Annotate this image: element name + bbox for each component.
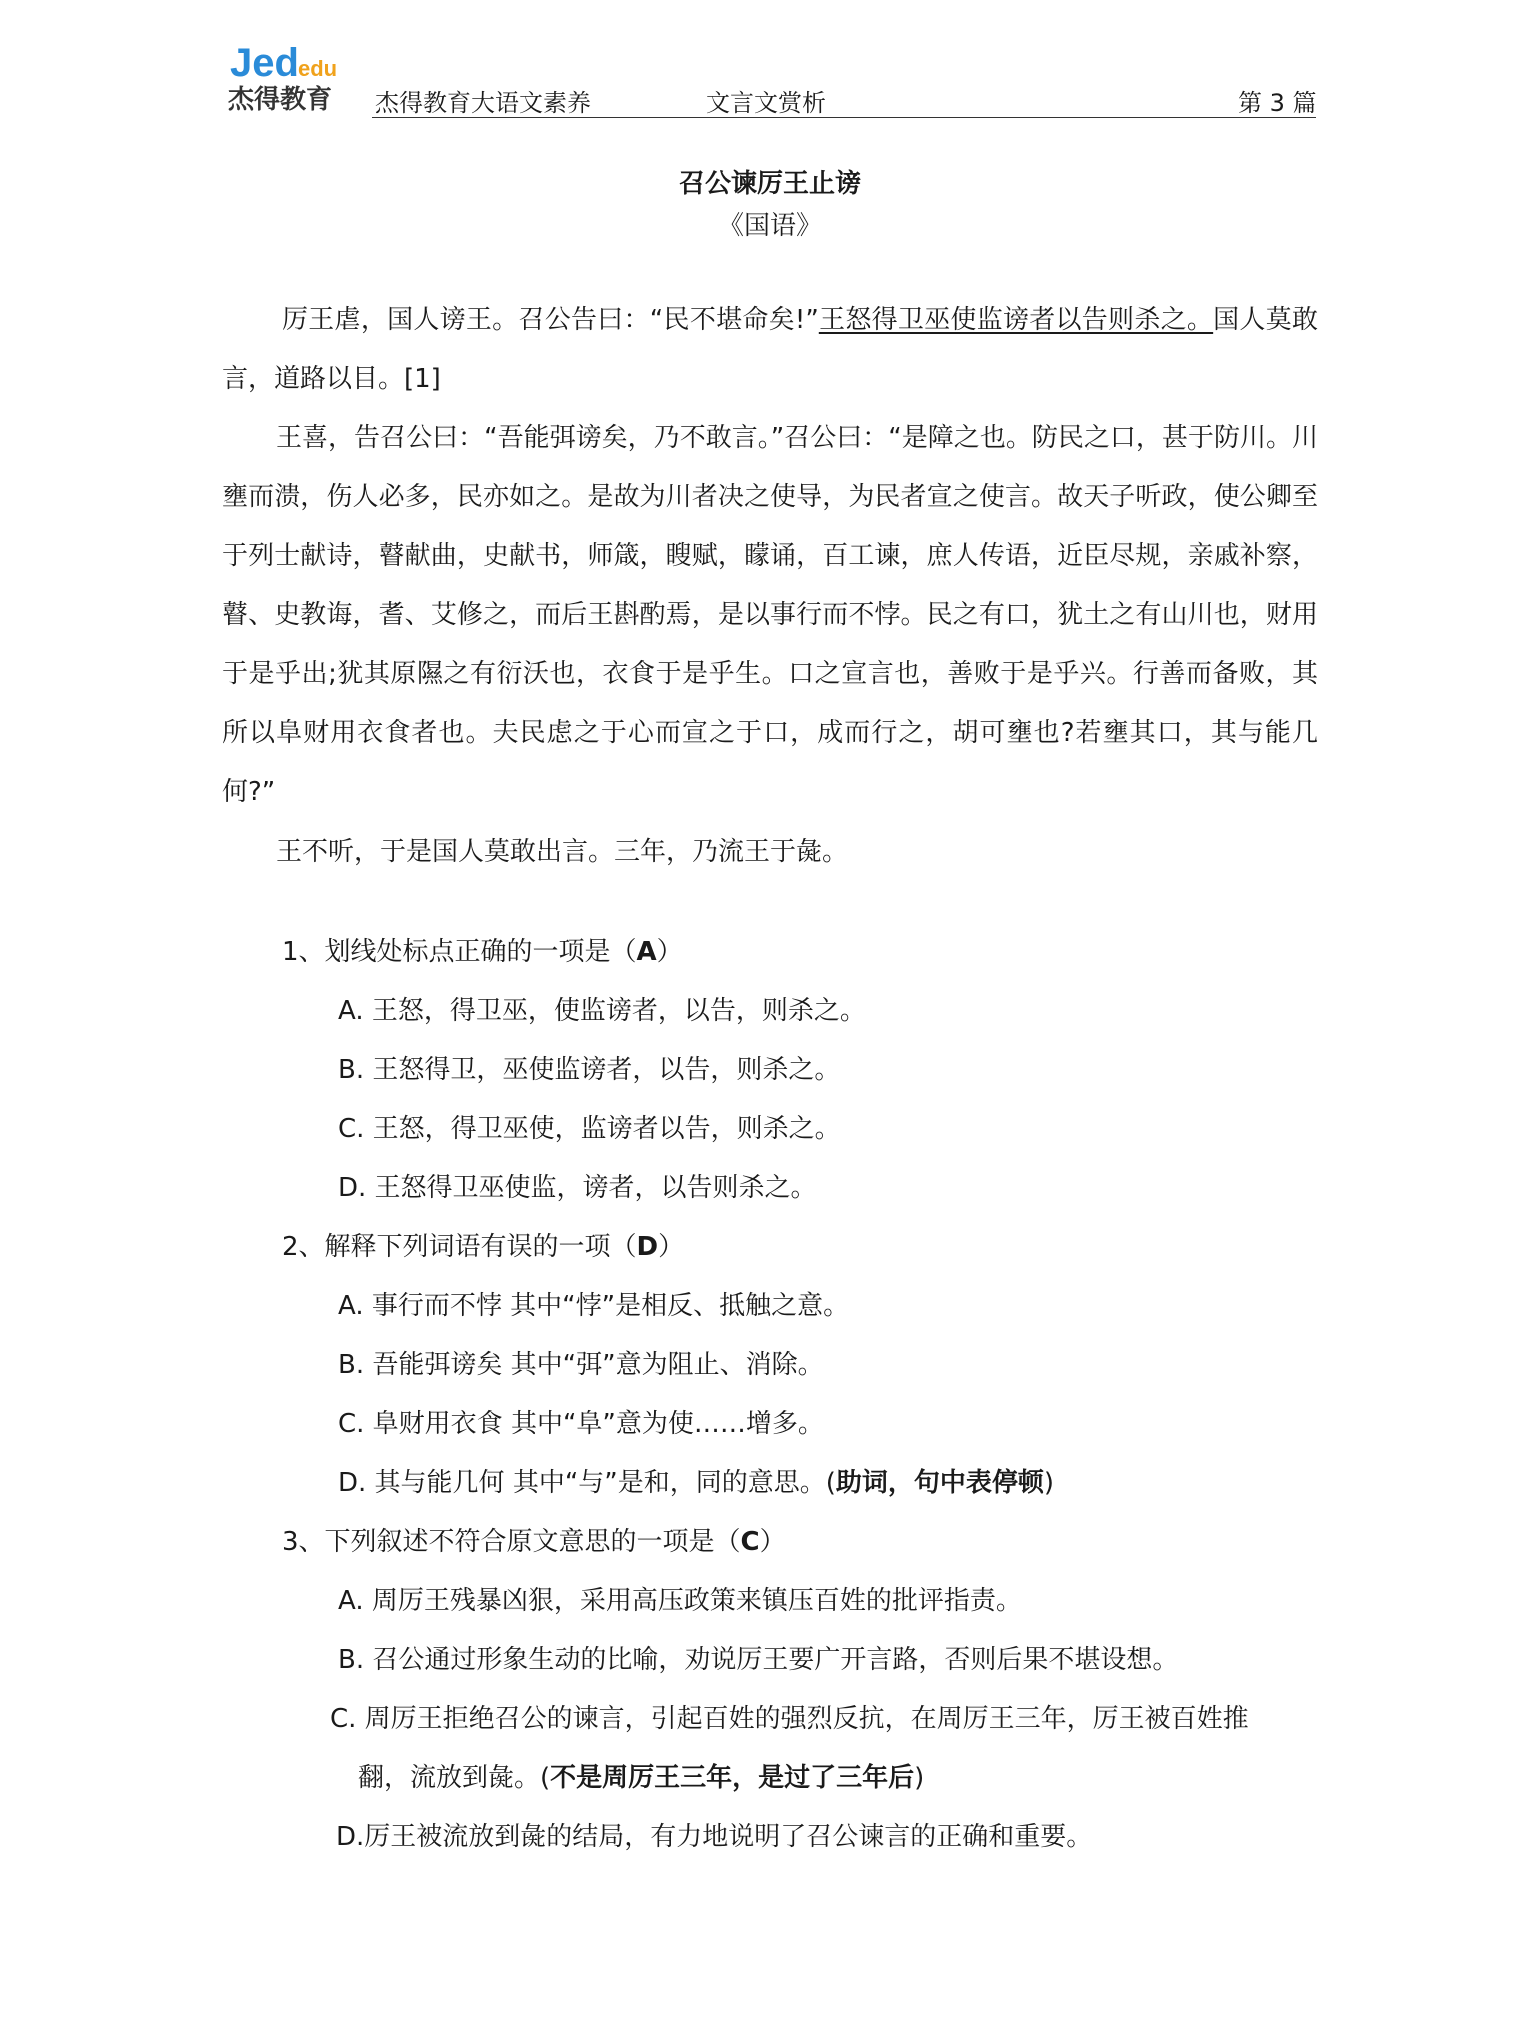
question-3-option-c-continued [358,1763,924,1793]
question-2-option-c: C. 阜财用衣食 其中“阜”意为使……增多。 [338,1409,824,1439]
jededu-logo-graphic [228,40,358,114]
question-2-option-d [338,1468,1054,1498]
question-1-option-c: C. 王怒，得卫巫使，监谤者以告，则杀之。 [338,1114,841,1144]
question-2-answer: D [636,1232,659,1262]
underlined-sentence: 王怒得卫巫使监谤者以告则杀之。 [818,305,1214,335]
svg-text:edu: edu [298,56,338,81]
question-3-option-c-text: 翻，流放到彘。( [358,1763,551,1793]
paragraph-3: 王不听，于是国人莫敢出言。三年，乃流王于彘。 [276,837,849,867]
question-2-option-d-note: 助词，句中表停顿 [835,1468,1044,1498]
paragraph-1-text-b: 国人莫敢言，道路以目。[1] [222,305,1318,394]
jededu-logo [228,40,358,114]
question-2-stem: 2、解释下列词语有误的一项（ [282,1232,637,1262]
question-3 [282,1527,786,1557]
question-1-stem: 1、划线处标点正确的一项是（ [282,937,637,967]
question-3-option-d: D.厉王被流放到彘的结局，有力地说明了召公谏言的正确和重要。 [336,1822,1093,1852]
question-3-option-c: C. 周厉王拒绝召公的谏言，引起百姓的强烈反抗，在周厉王三年，厉王被百姓推 [330,1704,1249,1734]
question-3-option-a: A. 周厉王残暴凶狠，采用高压政策来镇压百姓的批评指责。 [338,1586,1022,1616]
header-category: 文言文赏析 [706,89,826,117]
question-2-option-d-close: ) [1043,1468,1055,1498]
question-3-option-b: B. 召公通过形象生动的比喻，劝说厉王要广开言路，否则后果不堪设想。 [338,1645,1179,1675]
header-divider [372,117,1316,118]
question-3-close: ） [759,1527,786,1557]
question-2-option-a: A. 事行而不悖 其中“悖”是相反、抵触之意。 [338,1291,850,1321]
article-title: 召公谏厉王止谤 [678,169,861,199]
question-2-option-b: B. 吾能弭谤矣 其中“弭”意为阻止、消除。 [338,1350,824,1380]
question-1-option-d: D. 王怒得卫巫使监，谤者，以告则杀之。 [338,1173,817,1203]
question-1-answer: A [636,937,657,967]
question-3-answer: C [740,1527,760,1557]
question-3-option-c-note: 不是周厉王三年，是过了三年后 [550,1763,915,1793]
svg-text:Jed: Jed [230,41,299,85]
question-1-option-b: B. 王怒得卫，巫使监谤者，以告，则杀之。 [338,1055,841,1085]
svg-text:杰得教育: 杰得教育 [228,85,333,114]
article-source: 《国语》 [717,211,822,241]
paragraph-1 [222,291,1318,409]
question-2 [282,1232,684,1262]
header-series: 杰得教育大语文素养 [375,89,591,117]
question-3-stem: 3、下列叙述不符合原文意思的一项是（ [282,1527,741,1557]
question-2-close: ） [658,1232,685,1262]
question-2-option-d-text: D. 其与能几何 其中“与”是和，同的意思。( [338,1468,836,1498]
paragraph-2: 王喜，告召公曰：“吾能弭谤矣，乃不敢言。”召公曰：“是障之也。防民之口，甚于防川。川壅而溃，伤人必多，民亦如之。是故为川者决之使导，为民者宣之使言。故天子听政，使公卿至于列士献诗，瞽献曲，史献书，师箴，瞍赋，矇诵，百工谏，庶人传语，近臣尽规，亲戚补察，瞽、史教诲，耆、艾修之，而后王斟酌焉，是以事行而不悖。民之有口，犹土之有山川也，财用于是乎出;犹其原隰之有衍沃也，衣食于是乎生。口之宣言也，善败于是乎兴。行善而备败，其所以阜财用衣食者也。夫民虑之于心而宣之于口，成而行之，胡可壅也?若壅其口，其与能几何?” [222,423,1318,807]
question-1 [282,937,683,967]
question-1-option-a: A. 王怒，得卫巫，使监谤者，以告，则杀之。 [338,996,866,1026]
question-3-option-c-close: ) [914,1763,925,1793]
question-1-close: ） [656,937,683,967]
header-issue: 第 3 篇 [1238,89,1317,117]
paragraph-1-text-a: 厉王虐，国人谤王。召公告曰：“民不堪命矣!” [282,305,819,335]
